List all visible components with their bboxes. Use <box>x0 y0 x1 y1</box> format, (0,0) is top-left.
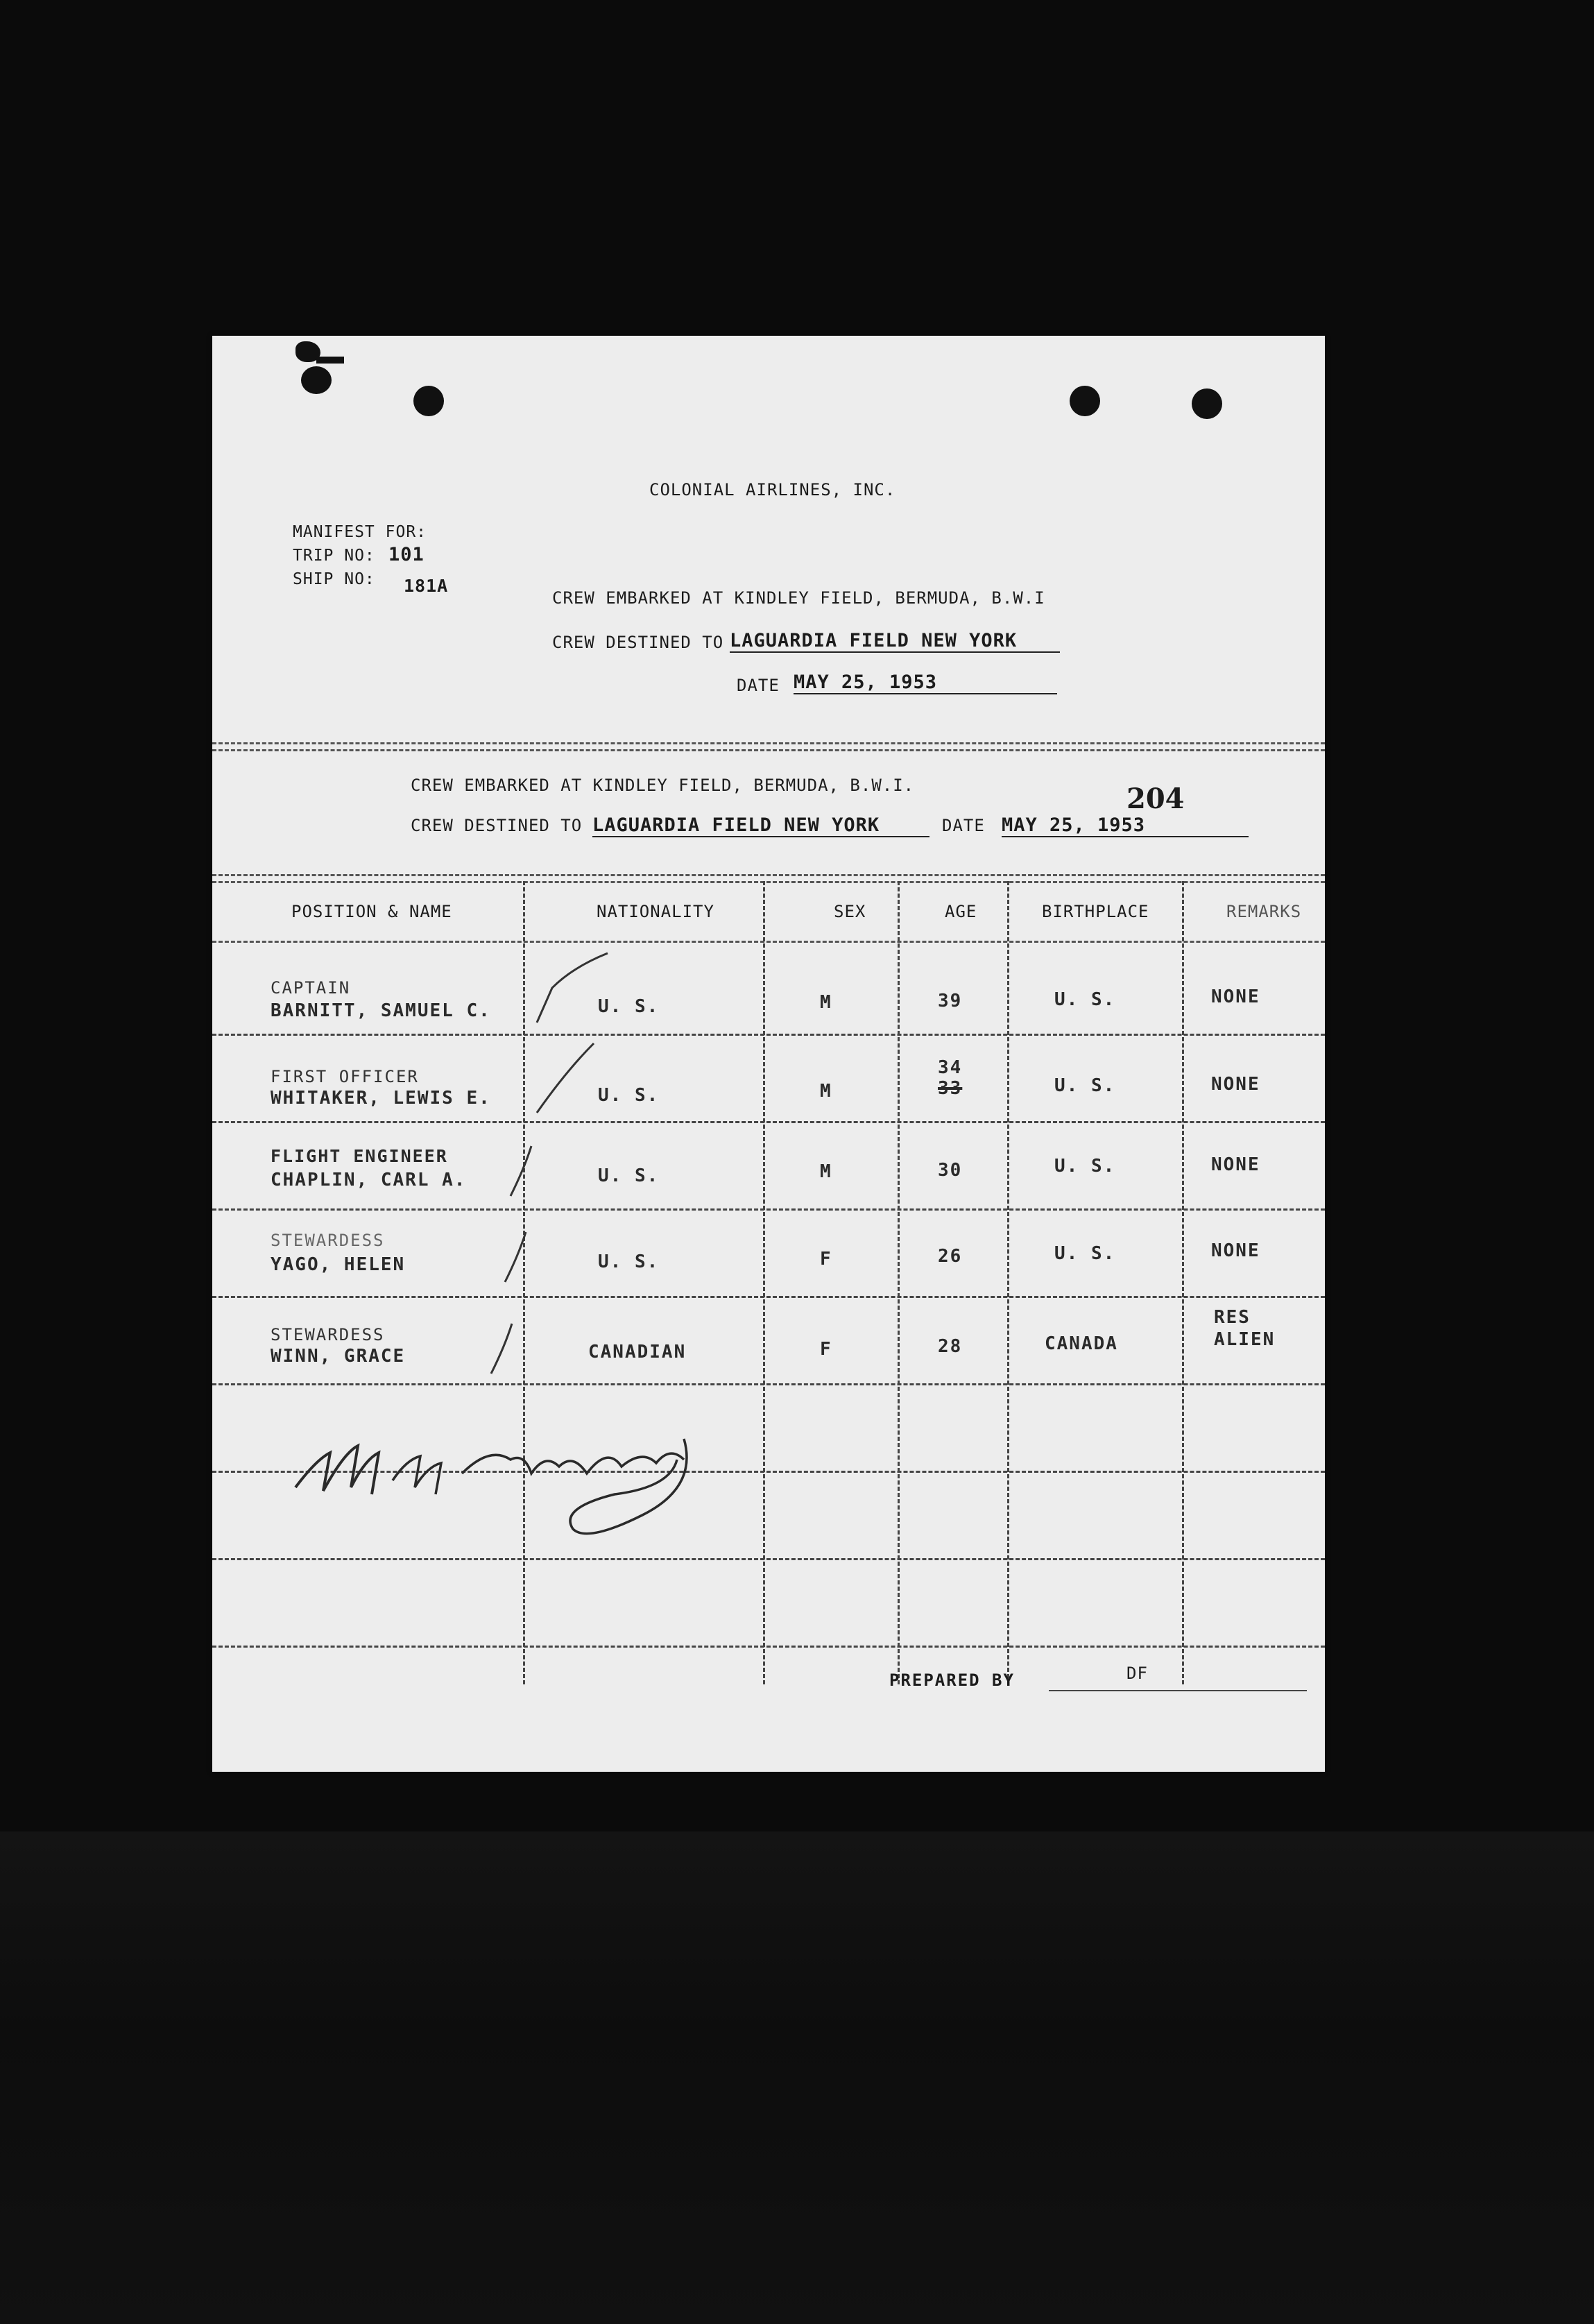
company-name: COLONIAL AIRLINES, INC. <box>649 480 896 499</box>
destined-label-2: CREW DESTINED TO <box>411 816 583 835</box>
row-age: 39 <box>938 991 963 1011</box>
destined-label-1: CREW DESTINED TO <box>552 633 724 652</box>
row-remarks: NONE <box>1211 1154 1260 1175</box>
trip-label: TRIP NO: <box>293 547 375 565</box>
row-sex: F <box>820 1339 832 1360</box>
check-mark <box>504 1140 545 1203</box>
manifest-label: MANIFEST FOR: <box>293 523 427 541</box>
row-position: CAPTAIN <box>271 978 351 998</box>
row-remarks: NONE <box>1211 1240 1260 1261</box>
prepared-by-line <box>1049 1690 1307 1691</box>
date-label-1: DATE <box>737 676 780 695</box>
divider <box>212 742 1325 744</box>
check-mark <box>531 1036 615 1140</box>
row-line <box>212 1646 1325 1648</box>
row-name: YAGO, HELEN <box>271 1254 406 1275</box>
ship-label: SHIP NO: <box>293 570 375 588</box>
background-floor <box>0 1831 1594 2324</box>
date-value-1: MAY 25, 1953 <box>794 672 1057 694</box>
row-birthplace: U. S. <box>1054 1243 1116 1264</box>
divider <box>212 874 1325 876</box>
column-line <box>1007 881 1009 1684</box>
ship-number: 181A <box>404 576 449 596</box>
manifest-number: 204 <box>1126 783 1185 815</box>
check-mark <box>498 1227 540 1289</box>
col-header-nationality: NATIONALITY <box>597 902 714 921</box>
row-age: 30 <box>938 1160 963 1181</box>
row-age: 28 <box>938 1336 963 1357</box>
row-name: WHITAKER, LEWIS E. <box>271 1088 491 1109</box>
ink-blot <box>301 366 332 394</box>
row-nationality: U. S. <box>598 1085 660 1106</box>
row-line <box>212 1208 1325 1211</box>
row-name: CHAPLIN, CARL A. <box>271 1170 467 1190</box>
col-header-sex: SEX <box>834 902 866 921</box>
embarked-line-2: CREW EMBARKED AT KINDLEY FIELD, BERMUDA, B.W.I. <box>411 776 915 795</box>
row-nationality: U. S. <box>598 1251 660 1272</box>
row-remarks: NONE <box>1211 986 1260 1007</box>
row-position: FIRST OFFICER <box>271 1067 419 1086</box>
punch-hole-left <box>413 386 444 416</box>
row-position: FLIGHT ENGINEER <box>271 1146 448 1166</box>
embarked-line-1: CREW EMBARKED AT KINDLEY FIELD, BERMUDA, B.W.I <box>552 588 1045 608</box>
row-birthplace: CANADA <box>1045 1333 1118 1354</box>
destined-value-1: LAGUARDIA FIELD NEW YORK <box>730 630 1060 653</box>
punch-hole-right-1 <box>1070 386 1100 416</box>
prepared-by-label: PREPARED BY <box>889 1671 1015 1690</box>
prepared-by-value: DF <box>1126 1664 1148 1683</box>
row-remarks: RES <box>1214 1307 1251 1328</box>
handwritten-signature <box>254 1376 795 1584</box>
row-name: BARNITT, SAMUEL C. <box>271 1000 491 1021</box>
column-line <box>898 881 900 1684</box>
row-birthplace: U. S. <box>1054 1075 1116 1096</box>
header-divider <box>212 941 1325 943</box>
column-line <box>1182 881 1184 1684</box>
check-mark <box>484 1318 526 1381</box>
divider <box>212 881 1325 883</box>
row-name: WINN, GRACE <box>271 1346 406 1367</box>
row-age-struck: 33 <box>938 1078 963 1099</box>
date-label-2: DATE <box>942 816 985 835</box>
row-position: STEWARDESS <box>271 1325 385 1344</box>
row-remarks: NONE <box>1211 1074 1260 1095</box>
row-sex: F <box>820 1249 832 1270</box>
row-line <box>212 1296 1325 1298</box>
col-header-birthplace: BIRTHPLACE <box>1042 902 1149 921</box>
divider <box>212 749 1325 751</box>
date-value-2: MAY 25, 1953 <box>1002 814 1249 837</box>
row-birthplace: U. S. <box>1054 1156 1116 1177</box>
row-age: 34 <box>938 1057 963 1078</box>
row-nationality: U. S. <box>598 996 660 1017</box>
col-header-remarks: REMARKS <box>1226 902 1302 921</box>
row-remarks-line2: ALIEN <box>1214 1329 1276 1350</box>
punch-hole-right-2 <box>1192 388 1222 419</box>
row-nationality: U. S. <box>598 1165 660 1186</box>
manifest-sheet <box>212 336 1325 1772</box>
row-birthplace: U. S. <box>1054 989 1116 1010</box>
row-nationality: CANADIAN <box>588 1342 687 1362</box>
trip-number: 101 <box>388 544 425 565</box>
row-age: 26 <box>938 1246 963 1267</box>
destined-value-2: LAGUARDIA FIELD NEW YORK <box>592 814 929 837</box>
row-line <box>212 1121 1325 1123</box>
row-sex: M <box>820 992 832 1013</box>
row-sex: M <box>820 1081 832 1102</box>
col-header-age: AGE <box>945 902 977 921</box>
row-position: STEWARDESS <box>271 1231 385 1250</box>
row-sex: M <box>820 1161 832 1182</box>
col-header-position-name: POSITION & NAME <box>291 902 452 921</box>
row-line <box>212 1034 1325 1036</box>
ink-blot <box>316 357 344 364</box>
